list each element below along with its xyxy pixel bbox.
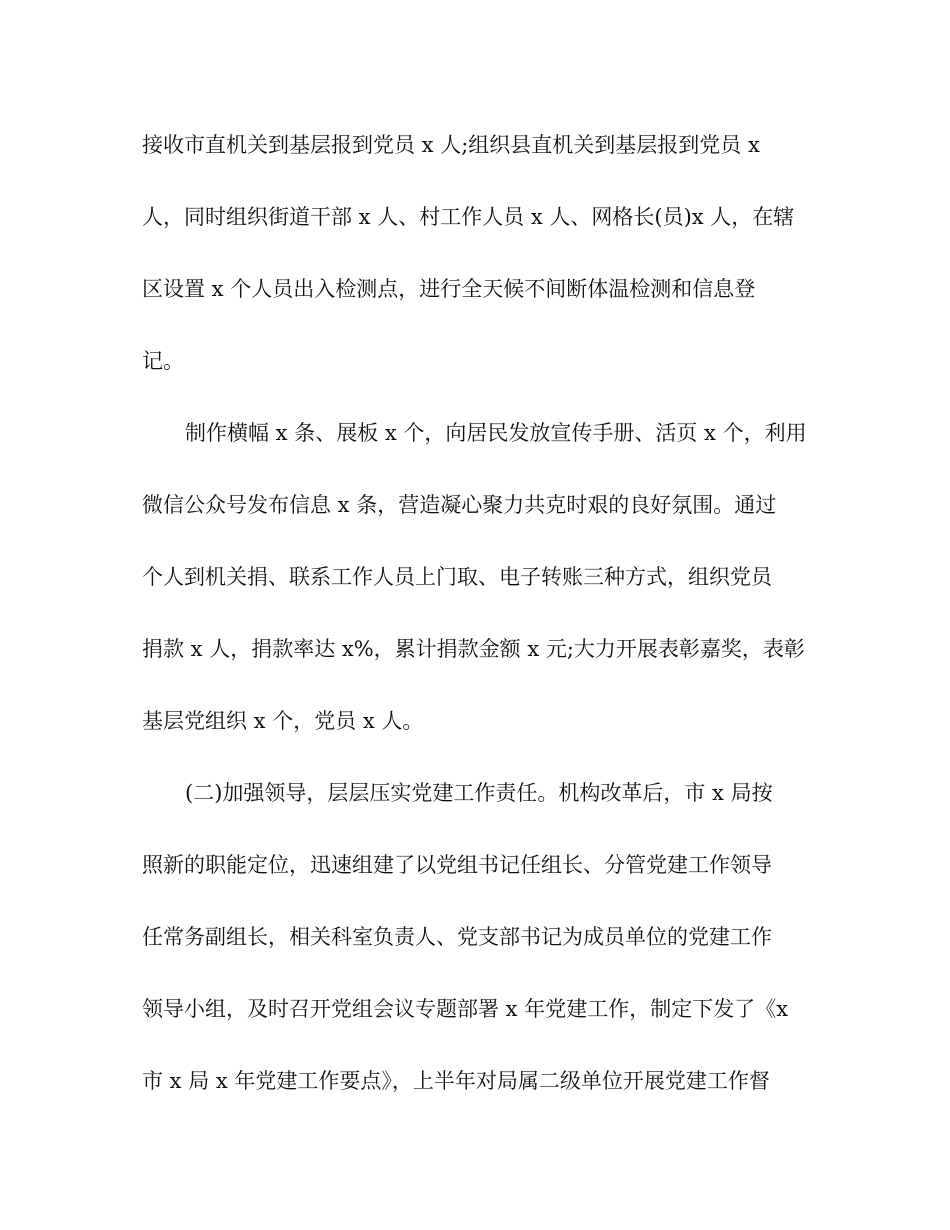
paragraph-line: 记。 (142, 349, 184, 373)
paragraph-line: 区设置 x 个人员出入检测点，进行全天候不间断体温检测和信息登 (142, 277, 756, 301)
paragraph-line: 任常务副组长，相关科室负责人、党支部书记为成员单位的党建工作 (142, 925, 772, 949)
paragraph-line: 基层党组织 x 个，党员 x 人。 (142, 709, 424, 733)
paragraph-line: 人，同时组织街道干部 x 人、村工作人员 x 人、网格长(员)x 人，在辖 (142, 205, 795, 229)
paragraph-line: 个人到机关捐、联系工作人员上门取、电子转账三种方式，组织党员 (142, 565, 772, 589)
paragraph-line: 捐款 x 人，捐款率达 x%，累计捐款金额 x 元;大力开展表彰嘉奖，表彰 (142, 637, 805, 661)
paragraph-line: 接收市直机关到基层报到党员 x 人;组织县直机关到基层报到党员 x (142, 133, 760, 157)
paragraph-line: 制作横幅 x 条、展板 x 个，向居民发放宣传手册、活页 x 个，利用 (185, 421, 807, 445)
paragraph-line: 市 x 局 x 年党建工作要点》，上半年对局属二级单位开展党建工作督 (142, 1069, 770, 1093)
paragraph-line: 照新的职能定位，迅速组建了以党组书记任组长、分管党建工作领导 (142, 853, 772, 877)
paragraph-line: (二)加强领导，层层压实党建工作责任。机构改革后，市 x 局按 (185, 781, 773, 805)
paragraph-line: 领导小组，及时召开党组会议专题部署 x 年党建工作，制定下发了《x (142, 997, 789, 1021)
paragraph-line: 微信公众号发布信息 x 条，营造凝心聚力共克时艰的良好氛围。通过 (142, 493, 777, 517)
